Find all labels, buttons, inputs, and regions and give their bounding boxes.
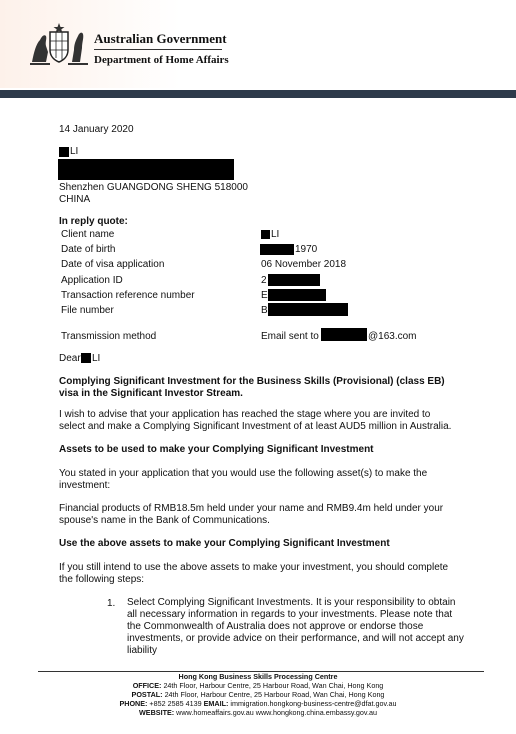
redaction-mark	[321, 328, 367, 341]
redaction-mark	[268, 289, 326, 301]
footer-centre-name: Hong Kong Business Skills Processing Centre	[178, 672, 338, 681]
label-application-id: Application ID	[61, 275, 123, 286]
footer-website-label: WEBSITE:	[139, 708, 175, 717]
value-application-id: 2	[261, 275, 267, 286]
footer-postal-label: POSTAL:	[131, 690, 163, 699]
coat-of-arms-icon	[28, 22, 90, 66]
footer-website-links[interactable]: www.homeaffairs.gov.au www.hongkong.china.embassy.gov.au	[176, 708, 377, 717]
label-file-number: File number	[61, 305, 114, 316]
step-text: Select Complying Significant Investments. It is your responsibility to obtain all necessary information in regards to your investments. Please note that the Commonwealth of Australia does not approve or endorse those investments, or provide advice on their performance, and will not accept any liability	[127, 597, 464, 656]
redaction-mark	[59, 147, 69, 157]
heading-use-assets: Use the above assets to make your Complying Significant Investment	[59, 538, 390, 549]
label-client-name: Client name	[61, 229, 115, 240]
salutation: Dear	[59, 353, 81, 364]
redaction-mark	[261, 230, 270, 239]
label-visa-date: Date of visa application	[61, 259, 165, 270]
department-name: Department of Home Affairs	[94, 54, 229, 66]
address-city: Shenzhen GUANGDONG SHENG 518000	[59, 182, 248, 193]
footer-office-label: OFFICE:	[132, 681, 162, 690]
reply-heading: In reply quote:	[59, 216, 128, 227]
redaction-mark	[81, 353, 91, 363]
footer-phone: +852 2585 4139	[149, 699, 202, 708]
value-date-of-birth: 1970	[295, 244, 318, 255]
redaction-mark	[58, 159, 234, 180]
header-bar	[0, 90, 516, 98]
footer-phone-label: PHONE:	[119, 699, 148, 708]
footer-website	[0, 708, 516, 717]
footer-contact	[0, 699, 516, 708]
letter-date: 14 January 2020	[59, 124, 134, 135]
redaction-mark	[268, 274, 320, 286]
paragraph-assets-stated: You stated in your application that you would use the following asset(s) to make the investment:	[59, 468, 428, 491]
footer-postal-address: 24th Floor, Harbour Centre, 25 Harbour Road, Wan Chai, Hong Kong	[164, 690, 385, 699]
value-transmission-prefix: Email sent to	[261, 331, 319, 342]
letterhead	[0, 0, 516, 88]
heading-assets: Assets to be used to make your Complying Significant Investment	[59, 444, 374, 455]
footer-office	[0, 681, 516, 690]
footer-postal	[0, 690, 516, 699]
paragraph-invitation: I wish to advise that your application has reached the stage where you are invited to select and make a Complying Significant Investment of at least AUD5 million in Australia.	[59, 409, 452, 432]
label-date-of-birth: Date of birth	[61, 244, 116, 255]
value-file-number: B	[261, 305, 268, 316]
redaction-mark	[260, 244, 294, 255]
value-email-domain: @163.com	[368, 331, 417, 342]
footer-email-label: EMAIL:	[203, 699, 229, 708]
recipient-name: LI	[70, 146, 79, 157]
paragraph-financial-products: Financial products of RMB18.5m held under your name and RMB9.4m held under your spouse's name in the Bank of Communications.	[59, 503, 444, 526]
letterhead-divider	[94, 49, 222, 50]
value-transaction-ref: E	[261, 290, 268, 301]
government-name: Australian Government	[94, 31, 227, 46]
value-client-name: LI	[271, 229, 280, 240]
step-number: 1.	[107, 598, 116, 609]
footer-email[interactable]: immigration.hongkong-business-centre@dfat.gov.au	[230, 699, 397, 708]
footer-office-address: 24th Floor, Harbour Centre, 25 Harbour Road, Wan Chai, Hong Kong	[163, 681, 384, 690]
salutation-name: LI	[92, 353, 101, 364]
address-country: CHINA	[59, 194, 91, 205]
label-transaction-ref: Transaction reference number	[61, 290, 195, 301]
label-transmission: Transmission method	[61, 331, 157, 342]
value-visa-date: 06 November 2018	[261, 259, 347, 270]
paragraph-steps-intro: If you still intend to use the above assets to make your investment, you should complete the following steps:	[59, 562, 449, 585]
redaction-mark	[268, 303, 348, 316]
letter-subject: Complying Significant Investment for the Business Skills (Provisional) (class EB) visa in the Significant Investor Stream.	[59, 376, 445, 399]
